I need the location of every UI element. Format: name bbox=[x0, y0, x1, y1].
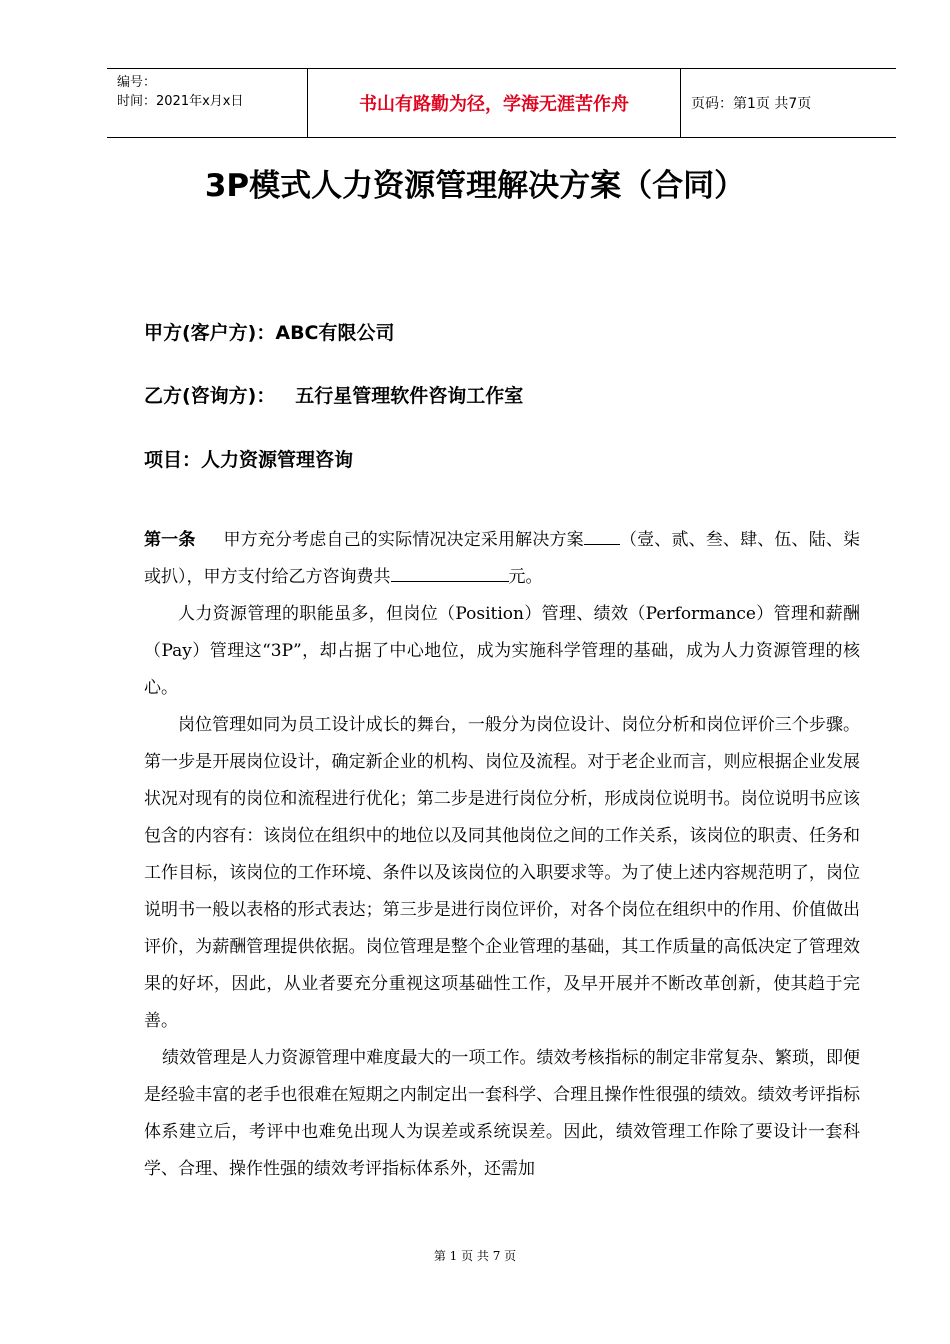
paragraph-3p-intro: 人力资源管理的职能虽多，但岗位（Position）管理、绩效（Performance）管理和薪酬（Pay）管理这“3P”，却占据了中心地位，成为实施科学管理的基础，成为人力资源管理的核心。 bbox=[144, 604, 860, 698]
article-text: 甲方充分考虑自己的实际情况决定采用解决方案 bbox=[223, 530, 584, 550]
document-time-label: 时间：2021年x月x日 bbox=[117, 94, 244, 109]
party-b: 乙方(咨询方)： 五行星管理软件咨询工作室 bbox=[144, 385, 524, 407]
party-a: 甲方(客户方)：ABC有限公司 bbox=[144, 322, 395, 344]
paragraph-position-management: 岗位管理如同为员工设计成长的舞台，一般分为岗位设计、岗位分析和岗位评价三个步骤。第一步是开展岗位设计，确定新企业的机构、岗位及流程。对于老企业而言，则应根据企业发展状况对现有的岗位和流程进行优化；第二步是进行岗位分析，形成岗位说明书。岗位说明书应该包含的内容有：该岗位在组织中的地位以及同其他岗位之间的工作关系，该岗位的职责、任务和工作目标，该岗位的工作环境、条件以及该岗位的入职要求等。为了使上述内容规范明了，岗位说明书一般以表格的形式表达；第三步是进行岗位评价，对各个岗位在组织中的作用、价值做出评价，为薪酬管理提供依据。岗位管理是整个企业管理的基础，其工作质量的高低决定了管理效果的好坏，因此，从业者要充分重视这项基础性工作，及早开展并不断改革创新，使其趋于完善。 bbox=[144, 715, 860, 1031]
document-number-label: 编号： bbox=[117, 75, 157, 90]
page-footer: 第 1 页 共 7 页 bbox=[433, 1249, 517, 1263]
solution-blank[interactable] bbox=[584, 522, 620, 545]
article-text: （壹、贰、叁、肆、伍、陆、柒或扒），甲方支付给乙方咨询费共 bbox=[144, 530, 861, 587]
header-page-info: 页码：第1页 共7页 bbox=[691, 96, 812, 112]
header-motto: 书山有路勤为径，学海无涯苦作舟 bbox=[359, 94, 629, 115]
paragraph-performance-management: 绩效管理是人力资源管理中难度最大的一项工作。绩效考核指标的制定非常复杂、繁琐，即便是经验丰富的老手也很难在短期之内制定出一套科学、合理且操作性很强的绩效。绩效考评指标体系建立后，考评中也难免出现人为误差或系统误差。因此，绩效管理工作除了要设计一套科学、合理、操作性强的绩效考评指标体系外，还需加 bbox=[144, 1048, 860, 1179]
article-label: 第一条 bbox=[144, 530, 196, 550]
document-title: 3P模式人力资源管理解决方案（合同） bbox=[204, 168, 746, 204]
document-body bbox=[144, 522, 860, 1188]
article-1 bbox=[144, 522, 860, 596]
article-text: 元。 bbox=[508, 567, 543, 587]
header-meta-cell bbox=[107, 69, 307, 137]
project-line: 项目：人力资源管理咨询 bbox=[144, 449, 354, 471]
fee-blank[interactable] bbox=[391, 559, 509, 582]
header-table bbox=[107, 68, 896, 138]
